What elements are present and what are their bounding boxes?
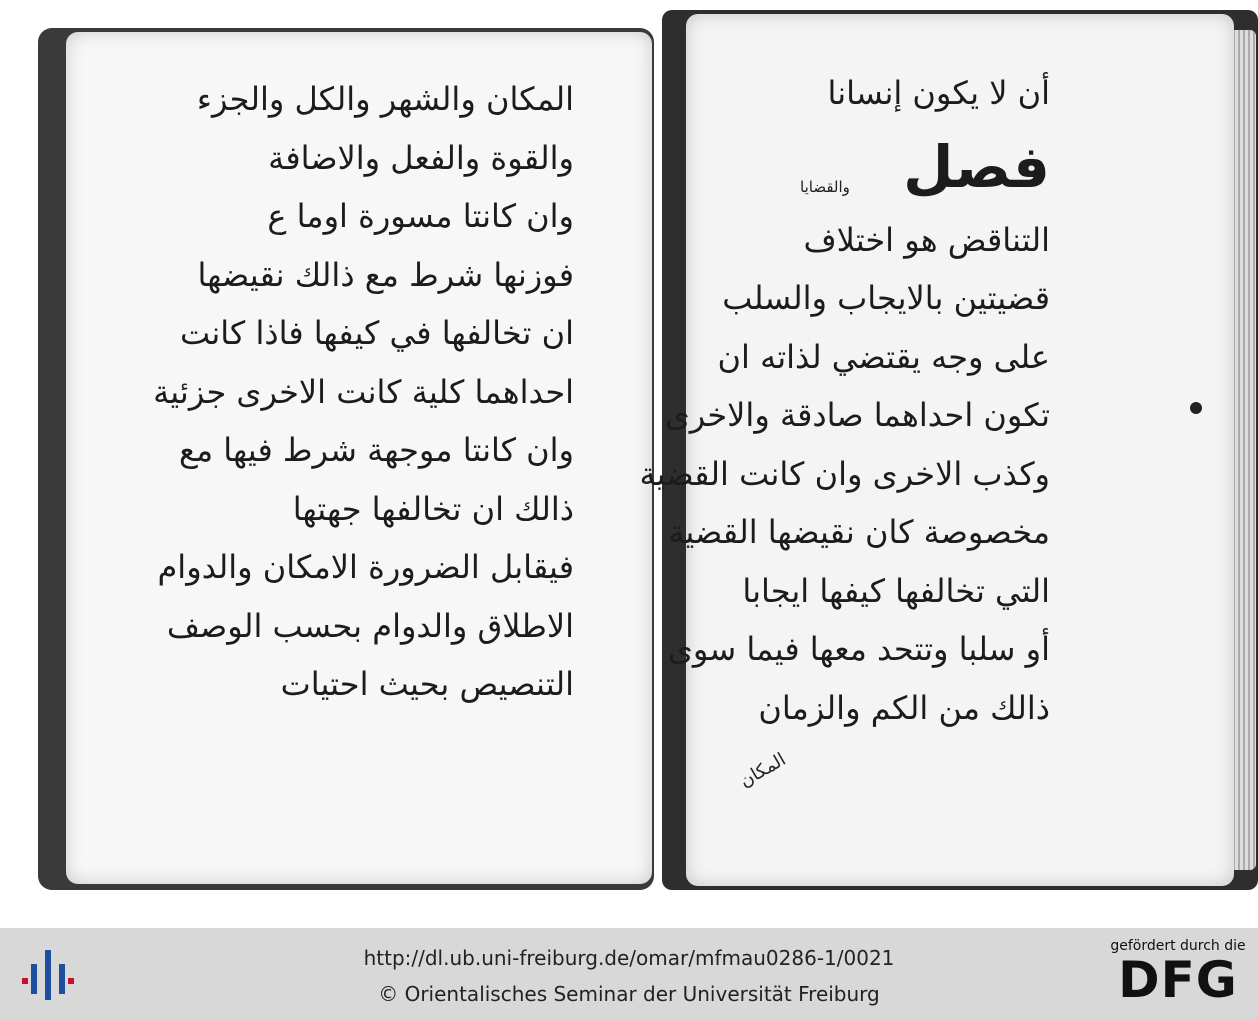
text-line: الاطلاق والدوام بحسب الوصف	[166, 606, 574, 645]
ink-dot	[1190, 402, 1202, 414]
text-line: أو سلبا وتتحد معها فيما سوى	[667, 630, 1050, 668]
text-line: وان كانتا موجهة شرط فيها مع	[178, 431, 574, 469]
text-line: التي تخالفها كيفها ايجابا	[742, 571, 1050, 610]
text-line: المكان والشهر والكل والجزء	[196, 80, 574, 118]
text-line: فوزنها شرط مع ذالك نقيضها	[197, 255, 574, 294]
text-line: وان كانتا مسورة اوما ع	[267, 197, 574, 235]
viewer-footer	[0, 928, 1258, 1019]
text-line: وكذب الاخرى وان كانت القضية	[639, 454, 1050, 493]
dfg-logo-text: DFG	[1118, 951, 1238, 1009]
text-line: قضيتين بالايجاب والسلب	[722, 279, 1050, 317]
marginal-note: المكان	[736, 749, 790, 792]
text-line: ذالك ان تخالفها جهتها	[292, 489, 574, 528]
funder-caption: gefördert durch die	[1110, 938, 1246, 954]
text-line: فيقابل الضرورة الامكان والدوام	[157, 548, 574, 586]
text-line: أن لا يكون إنسانا	[827, 74, 1050, 112]
text-line: تكون احداهما صادقة والاخرى	[664, 396, 1050, 434]
text-line: ان تخالفها في كيفها فاذا كانت	[179, 314, 574, 352]
right-page-text	[639, 64, 1050, 737]
text-line: التناقض هو اختلاف	[803, 220, 1050, 259]
dfg-logo[interactable]	[1110, 938, 1246, 1012]
copyright-text: © Orientalisches Seminar der Universität Freiburg	[378, 982, 880, 1006]
text-line: التنصيص بحيث احتيات	[280, 665, 574, 703]
section-heading: فصل	[903, 132, 1050, 201]
marginal-note: والقضايا	[800, 178, 850, 196]
text-line: مخصوصة كان نقيضها القضية	[668, 513, 1050, 551]
text-line: ذالك من الكم والزمان	[758, 688, 1050, 727]
left-page-text	[153, 70, 574, 714]
text-line: والقوة والفعل والاضافة	[268, 138, 574, 177]
text-line: احداهما كلية كانت الاخرى جزئية	[153, 372, 574, 411]
document-url-link[interactable]: http://dl.ub.uni-freiburg.de/omar/mfmau0286-1/0021	[363, 946, 895, 970]
text-line: على وجه يقتضي لذاته ان	[717, 337, 1050, 376]
